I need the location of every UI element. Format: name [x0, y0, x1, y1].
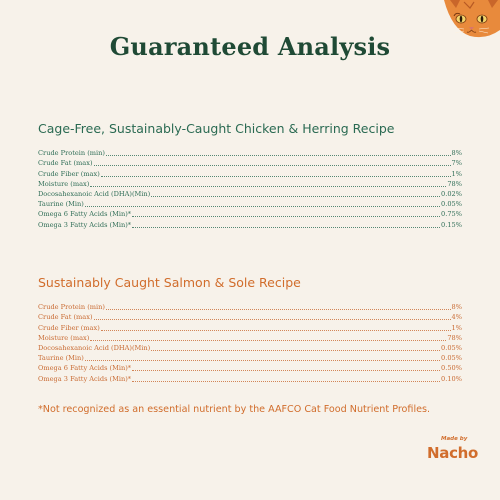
nutrient-value: 78%: [447, 179, 462, 188]
analysis-table-salmon-sole: [38, 302, 462, 384]
nutrient-value: 0.10%: [441, 374, 462, 383]
dot-leader: [90, 186, 446, 187]
dot-leader: [94, 165, 451, 166]
nutrient-name: Docosahexanoic Acid (DHA)(Min): [38, 189, 151, 198]
nutrient-value: 0.05%: [441, 354, 462, 363]
brand-logo: [424, 434, 484, 474]
nutrient-row: [38, 373, 462, 383]
nutrient-value: 1%: [451, 323, 462, 332]
nutrient-row: [38, 302, 462, 312]
footnote: *Not recognized as an essential nutrient by the AAFCO Cat Food Nutrient Profiles.: [38, 404, 431, 415]
nutrient-name: Crude Fat (max): [38, 159, 93, 168]
dot-leader: [85, 206, 440, 207]
nutrient-value: 0.05%: [441, 200, 462, 209]
nutrient-row: [38, 333, 462, 343]
analysis-table-chicken-herring: [38, 148, 462, 230]
nutrient-name: Taurine (Min): [38, 200, 84, 209]
section-heading-salmon-sole: Sustainably Caught Salmon & Sole Recipe: [38, 275, 301, 290]
nutrient-value: 1%: [451, 169, 462, 178]
dot-leader: [132, 227, 440, 228]
section-heading-chicken-herring: Cage-Free, Sustainably-Caught Chicken & Herring Recipe: [38, 121, 395, 136]
nutrient-name: Crude Fiber (max): [38, 323, 100, 332]
nutrient-name: Docosahexanoic Acid (DHA)(Min): [38, 343, 151, 352]
nutrient-value: 0.05%: [441, 343, 462, 352]
nutrient-value: 0.02%: [441, 189, 462, 198]
dot-leader: [101, 176, 451, 177]
dot-leader: [132, 370, 440, 371]
dot-leader: [94, 319, 451, 320]
dot-leader: [85, 360, 440, 361]
nutrient-row: [38, 322, 462, 332]
dot-leader: [132, 216, 440, 217]
nutrient-name: Omega 3 Fatty Acids (Min)*: [38, 374, 132, 383]
nutrient-value: 0.15%: [441, 220, 462, 229]
dot-leader: [90, 340, 446, 341]
nutrient-row: [38, 189, 462, 199]
dot-leader: [101, 330, 451, 331]
nutrient-name: Omega 3 Fatty Acids (Min)*: [38, 220, 132, 229]
nutrient-row: [38, 209, 462, 219]
dot-leader: [151, 350, 440, 351]
brand-name: Nacho: [427, 444, 479, 462]
nutrient-name: Moisture (max): [38, 333, 90, 342]
nutrient-row: [38, 158, 462, 168]
nutrient-row: [38, 312, 462, 322]
nutrient-name: Omega 6 Fatty Acids (Min)*: [38, 210, 132, 219]
nutrient-value: 0.50%: [441, 364, 462, 373]
nutrient-value: 78%: [447, 333, 462, 342]
dot-leader: [106, 155, 451, 156]
nutrient-row: [38, 219, 462, 229]
nutrient-value: 8%: [451, 303, 462, 312]
nutrient-row: [38, 179, 462, 189]
page-title: Guaranteed Analysis: [109, 32, 391, 61]
nutrient-row: [38, 148, 462, 158]
dot-leader: [106, 309, 451, 310]
brand-tagline: Made by: [441, 436, 468, 442]
nutrient-row: [38, 353, 462, 363]
nutrient-name: Crude Fiber (max): [38, 169, 100, 178]
nutrient-value: 7%: [451, 159, 462, 168]
nutrient-value: 8%: [451, 149, 462, 158]
nutrient-row: [38, 343, 462, 353]
nutrient-name: Crude Protein (min): [38, 149, 105, 158]
nutrient-row: [38, 168, 462, 178]
nutrient-value: 4%: [451, 313, 462, 322]
dot-leader: [132, 381, 440, 382]
nutrient-name: Crude Fat (max): [38, 313, 93, 322]
nutrient-name: Moisture (max): [38, 179, 90, 188]
nutrient-value: 0.75%: [441, 210, 462, 219]
nutrient-name: Crude Protein (min): [38, 303, 105, 312]
dot-leader: [151, 196, 440, 197]
nutrient-name: Taurine (Min): [38, 354, 84, 363]
nutrient-row: [38, 199, 462, 209]
nutrient-row: [38, 363, 462, 373]
nutrient-name: Omega 6 Fatty Acids (Min)*: [38, 364, 132, 373]
